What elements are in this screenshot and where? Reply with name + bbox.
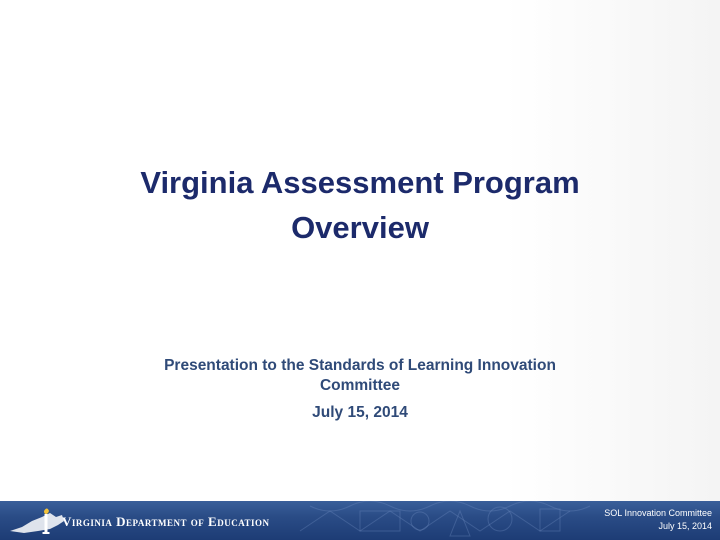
- title-line-2: Overview: [291, 210, 429, 245]
- virginia-map-icon: [10, 513, 64, 533]
- footer-bar: [0, 501, 720, 540]
- organization-name: Virginia Department of Education: [62, 514, 270, 529]
- subtitle-date: July 15, 2014: [312, 404, 408, 421]
- footer-committee: SOL Innovation Committee: [604, 508, 712, 518]
- subtitle-line-1: Presentation to the Standards of Learning Innovation: [164, 357, 556, 374]
- subtitle-line-2: Committee: [319, 377, 401, 394]
- slide-subtitle: [90, 356, 630, 423]
- title-line-1: Virginia Assessment Program: [140, 165, 580, 200]
- slide-title: [60, 160, 660, 250]
- footer-info: [604, 507, 712, 533]
- footer-date: July 15, 2014: [658, 521, 712, 531]
